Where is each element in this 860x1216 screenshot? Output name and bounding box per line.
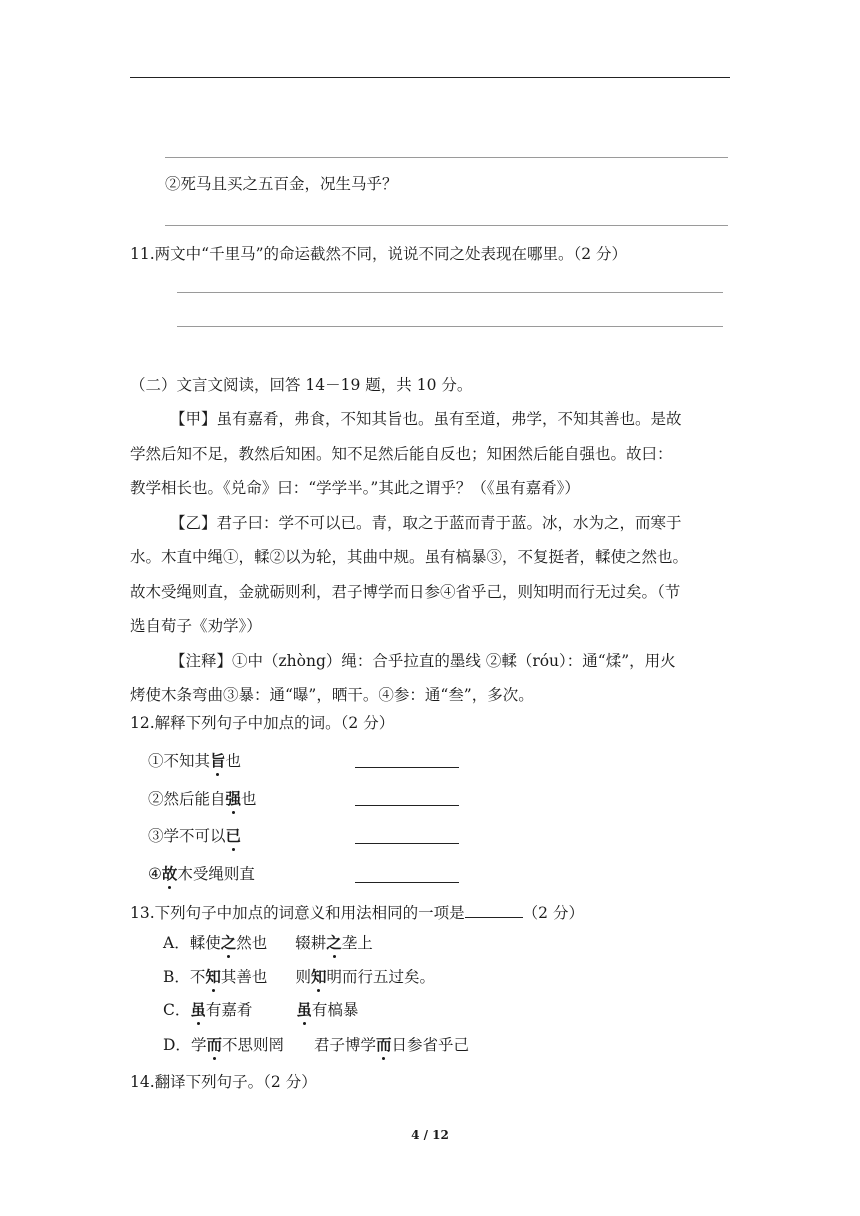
q13-option-a: A．輮使之然也 辍耕之垄上 bbox=[163, 933, 373, 952]
question-14: 14.翻译下列句子。（2 分） bbox=[130, 1073, 317, 1091]
notes-line: 烤使木条弯曲③暴：通“曝”，晒干。④参：通“叁”，多次。 bbox=[130, 686, 534, 704]
q12-item: ①不知其旨也 bbox=[148, 751, 242, 770]
dotted-word: 虽 bbox=[190, 1000, 206, 1019]
q12-item: ④故木受绳则直 bbox=[148, 864, 255, 883]
dotted-word: 知 bbox=[205, 967, 221, 986]
dotted-word: 旨 bbox=[210, 751, 226, 770]
q13-option-c: C．虽有嘉肴 虽有槁暴 bbox=[163, 1000, 359, 1019]
q13-option-d: D．学而不思则罔 君子博学而日参省乎己 bbox=[163, 1035, 470, 1054]
dotted-word: 之 bbox=[326, 933, 342, 952]
q12-item: ②然后能自强也 bbox=[148, 789, 257, 808]
answer-line bbox=[165, 157, 728, 158]
q12-item: ③学不可以已 bbox=[148, 826, 242, 845]
dotted-word: 之 bbox=[220, 933, 237, 952]
question-13: 13.下列句子中加点的词意义和用法相同的一项是 （2 分） bbox=[130, 904, 584, 922]
question-11: 11.两文中“千里马”的命运截然不同，说说不同之处表现在哪里。（2 分） bbox=[130, 245, 628, 263]
dotted-word: 而 bbox=[206, 1035, 222, 1054]
dotted-word: 已 bbox=[225, 826, 242, 845]
answer-blank[interactable] bbox=[355, 882, 459, 883]
q10-item-2: ②死马且买之五百金，况生马乎？ bbox=[165, 175, 398, 193]
passage-yi-line: 选自荀子《劝学》） bbox=[130, 617, 262, 635]
answer-blank[interactable] bbox=[355, 767, 459, 768]
answer-line bbox=[177, 326, 723, 327]
passage-yi-line: 故木受绳则直，金就砺则利，君子博学而日参④省乎己，则知明而行无过矣。（节 bbox=[130, 583, 681, 601]
answer-blank[interactable] bbox=[465, 903, 523, 918]
answer-blank[interactable] bbox=[355, 805, 459, 806]
answer-line bbox=[177, 292, 723, 293]
answer-blank[interactable] bbox=[355, 843, 459, 844]
header-rule bbox=[130, 77, 730, 78]
dotted-word: 知 bbox=[310, 967, 327, 986]
passage-jia-line: 学然后知不足，教然后知困。知不足然后能自反也；知困然后能自强也。故曰： bbox=[130, 445, 673, 463]
dotted-word: 虽 bbox=[296, 1000, 312, 1019]
question-12: 12.解释下列句子中加点的词。（2 分） bbox=[130, 714, 395, 732]
passage-yi-line: 水。木直中绳①，輮②以为轮，其曲中规。虽有槁暴③，不复挺者，輮使之然也。 bbox=[130, 548, 689, 566]
passage-yi-line: 【乙】君子曰：学不可以已。青，取之于蓝而青于蓝。冰，水为之，而寒于 bbox=[170, 514, 682, 532]
q13-option-b: B．不知其善也 则知明而行五过矣。 bbox=[163, 967, 435, 986]
dotted-word: 而 bbox=[376, 1035, 392, 1054]
answer-line bbox=[165, 225, 728, 226]
passage-jia-line: 【甲】虽有嘉肴，弗食，不知其旨也。虽有至道，弗学，不知其善也。是故 bbox=[170, 410, 682, 428]
section-2-heading: （二）文言文阅读，回答 14－19 题，共 10 分。 bbox=[130, 376, 473, 394]
dotted-word: 强 bbox=[225, 789, 242, 808]
page-number: 4 / 12 bbox=[411, 1128, 449, 1142]
dotted-word: 故 bbox=[161, 864, 178, 883]
passage-jia-line: 教学相长也。《兑命》曰：“学学半。”其此之谓乎？（《虽有嘉肴》） bbox=[130, 479, 580, 497]
notes-line: 【注释】①中（zhòng）绳：合乎拉直的墨线 ②輮（róu）：通“煣”，用火 bbox=[170, 652, 676, 670]
